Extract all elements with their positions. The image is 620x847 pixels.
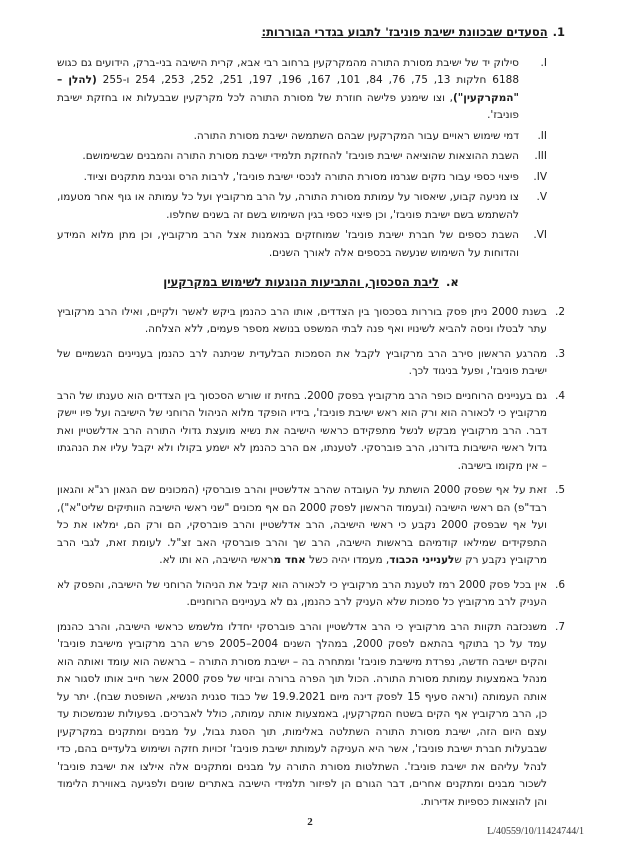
- section1-title: הסעדים שבכוונת ישיבת פוניבז' לתבוע בגדרי הבוררות:: [261, 25, 548, 39]
- claim-item-text: השבת ההוצאות שהוציאה ישיבת פוניבז' להחזקת תלמידי ישיבת מסורת התורה והמבנים שבשימושם.: [82, 150, 519, 162]
- paragraph-item: [57, 482, 565, 570]
- paragraph-item: [57, 304, 565, 339]
- paragraph-number: 3.: [554, 347, 565, 360]
- claim-item-text: סילוק יד של ישיבת מסורת התורה מהמקרקעין ברחוב רבי אבא, קרית הישיבה בני-ברק, הידועים גם כגוש 6188 חלקות 13, 75, 76, 84, 101, 167, 196, 197, 251, 252, 253, 254 ו-255 (להלן – "המקרקעין"), וצו שימנע פלישה חוזרת של מסורת התורה לכל מקרקעין שבבעלות או בחזקת ישיבת פוניבז'.: [57, 56, 520, 121]
- numbered-paragraphs: [57, 304, 565, 812]
- paragraph-text: בשנת 2000 ניתן פסק בוררות בסכסוך בין הצדדים, אותו הרב כהנמן ביקש לאשר ולקיים, ואילו הרב מרקוביץ עתר לבטלו וניסה להביא לשינויו ואף פנה לבתי המשפט בנושא מספר פעמים, ללא הצלחה.: [57, 305, 547, 335]
- paragraph-number: 2.: [554, 305, 565, 318]
- claim-item-text: השבת כספים של חברת ישיבת פוניבז' שמוחזקים בנאמנות אצל הרב מרקוביץ, וכן מתן מלוא המידע והדוחות על השימוש שנעשה בכספים אלה לאורך השנים.: [57, 229, 519, 259]
- paragraph-text: משנכזבה תקוות הרב מרקוביץ כי הרב אדלשטיין והרב פוברסקי יחדלו מלשמש כראשי הישיבה, והרב כהנמן עמד על כך בתוקף בהתאם לפסק 2000, במהלך השנים 2004–2005 פרש הרב מרקוביץ מישיבת פוניבז' והקים ישיבה חדשה, נפרדת מישיבת פוניבז' ומתחרה בה – ישיבת מסורת התורה – בראשה הוא עומד ואותה הוא מנהל באמצעות עמותת מסורת התורה. הכול תוך הפרה ברורה וביזוי של פסק 2000 אשר חייב אותו לסגור את אותה העמותה (וראה סעיף 15 לפסק דינה מיום 19.9.2021 של כבוד סגנית הנשיא, השופטת שבח). יתר על כן, הרב מרקוביץ אף הקים בשטח המקרקעין, באמצעות אותה עמותה, כולל לאברכים. בפעולות שנמשכות עד עצם היום הזה, ישיבת מסורת התורה השתלטה באלימות, תוך הסגת גבול, על מבנים ומתקנים במקרקעין שבבעלות חברת ישיבת פוניבז', אשר היא העניקה לעמותת ישיבת פוניבז' זכויות חזקה ושימוש בלעדיים בהם, כדי לנהל עליהם את ישיבת פוניבז'. השתלטות מסורת התורה על מבנים ומתקנים אלה אילצו את ישיבת פוניבז' לשכור מבנים ומתקנים אחרים, דבר הגורם הן לפיזור תלמידי הישיבה באתרים שונים ולפגיעה באווירת הלימוד והן להוצאות כספיות אדירות.: [57, 620, 548, 808]
- paragraph-number: 7.: [554, 620, 565, 633]
- page-number: 2: [307, 815, 313, 828]
- paragraph-text: גם בעניינים הרוחניים כופר הרב מרקוביץ בפסק 2000. בחזית זו שורש הסכסוך בין הצדדים הוא טענתו של הרב מרקוביץ כי לכאורה הוא ורק הוא ראש ישיבת פוניבז', בידיו הופקד מלוא הניהול הרוחני של הישיבה ועל פיו יישק דבר. הרב מרקוביץ מבקש לנשל מתפקידם כראשי הישיבה את נשיא מועצת גדולי התורה הרב אדלשטיין ואת גדול ראשי הישיבות בדורנו, הרב פוברסקי. לטענתו, אם הרב כהנמן לא ישמע בקולו ולא יקבל עליו את הנהגתו – אין מקומו בישיבה.: [57, 389, 547, 472]
- claim-item: [57, 128, 565, 146]
- claim-item: [57, 148, 565, 166]
- paragraph-number: 6.: [554, 578, 565, 591]
- claim-item-number: IV.: [533, 170, 547, 183]
- claim-item-text: פיצוי כספי עבור נזקים שגרמו מסורת התורה לנכסי ישיבת פוניבז', לרבות הרס וגניבת מתקנים וציוד.: [83, 170, 519, 183]
- paragraph-item: [57, 577, 565, 612]
- section-a-title: ליבת הסכסוך, והתביעות הנוגעות לשימוש במקרקעין: [163, 275, 439, 289]
- claim-item: [57, 55, 565, 125]
- claim-item: [57, 227, 565, 262]
- claim-item-number: V.: [536, 191, 547, 203]
- claim-item: [57, 189, 565, 224]
- relief-claims-list: [57, 55, 565, 263]
- section-a-number: א.: [445, 275, 459, 289]
- paragraph-number: 5.: [554, 484, 565, 496]
- paragraph-number: 4.: [554, 389, 565, 402]
- claim-item-number: I.: [540, 56, 547, 69]
- document-body: [57, 24, 565, 818]
- paragraph-item: [57, 346, 565, 381]
- claim-item: [57, 169, 565, 187]
- document-reference: L/40559/10/11424744/1: [487, 825, 584, 837]
- claim-item-text: דמי שימוש ראויים עבור המקרקעין שבהם השתמשה ישיבת מסורת התורה.: [193, 129, 519, 142]
- paragraph-text: אין בכל פסק 2000 רמז לטענת הרב מרקוביץ כי לכאורה הוא קיבל את הניהול הרוחני של הישיבה, והפסק לא העניק לרב מרקוביץ כל סמכות שלא העניק לרב כהנמן, גם לא בעניינים הרוחניים.: [57, 578, 547, 608]
- paragraph-text: מהרגע הראשון סירב הרב מרקוביץ לקבל את הסמכות הבלעדית שניתנה לרב כהנמן בעניינים הגשמיים של ישיבת פוניבז', ופעל בניגוד לכך.: [57, 347, 547, 377]
- paragraph-text: זאת על אף שפסק 2000 הושתת על העובדה שהרב אדלשטיין והרב פוברסקי (המכונים שם הגאון רג"א והגאון רבד"פ) הם ראשי הישיבה (ובעמוד הראשון לפסק 2000 הם אף מכונים "שני ראשי הישיבה הוותיקים שליט"א"), ועל אף שבפסק 2000 נקבע כי ראשי הישיבה, הרב אדלשטיין והרב פוברסקי, הם ורק הם, ימלאו את כל התפקידים שמילאו קודמיהם בראשות הישיבה, הרב שך והרב פוברסקי האב זצ"ל. לעומת זאת, לגבי הרב מרקוביץ נקבע רק שלענייני הכבוד, מעמדו יהיה כשל אחד מראשי הישיבה, הא ותו לא.: [57, 484, 547, 566]
- section-a-heading: [57, 274, 565, 292]
- paragraph-item: [57, 388, 565, 476]
- claim-item-number: III.: [534, 150, 547, 162]
- paragraph-item: [57, 619, 565, 812]
- section1-heading: [57, 24, 565, 42]
- section1-number: 1.: [552, 25, 565, 39]
- claim-item-number: II.: [537, 129, 547, 142]
- claim-item-text: צו מניעה קבוע, שיאסור על עמותת מסורת התורה, על הרב מרקוביץ ועל כל עמותה או גוף אחר מטעמו, להשתמש בשם ישיבת פוניבז', וכן פיצוי כספי בגין השימוש בשם זה בשנים שחלפו.: [57, 191, 519, 221]
- claim-item-number: VI.: [533, 229, 547, 241]
